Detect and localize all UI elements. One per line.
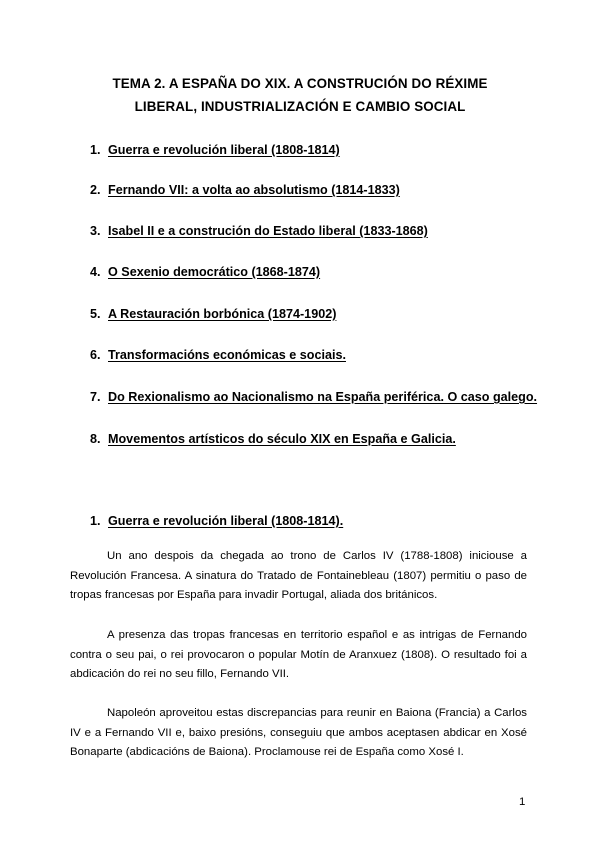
- section-heading-number: 1.: [90, 514, 101, 528]
- toc-item-7[interactable]: [90, 390, 537, 404]
- toc-item-link[interactable]: Movementos artísticos do século XIX en España e Galicia.: [108, 432, 456, 446]
- paragraph-text: A presenza das tropas francesas en territorio español e as intrigas de Fernando contra o seu pai, o rei provocaron o popular Motín de Aranxuez (1808). O resultado foi a abdicación do rei no seu fillo, Fernando VII.: [70, 629, 527, 680]
- toc-item-link[interactable]: Guerra e revolución liberal (1808-1814): [108, 143, 340, 157]
- paragraph-3: [70, 704, 527, 763]
- section-heading: [90, 514, 343, 528]
- toc-item-link[interactable]: Fernando VII: a volta ao absolutismo (1814-1833): [108, 183, 400, 197]
- paragraph-text: Un ano despois da chegada ao trono de Carlos IV (1788-1808) iniciouse a Revolución Francesa. A sinatura do Tratado de Fontainebleau (1807) permitiu o paso de tropas francesas por España para invadir Portugal, aliada dos británicos.: [70, 550, 527, 601]
- toc-item-number: 4.: [90, 265, 101, 279]
- toc-item-3[interactable]: [90, 224, 428, 238]
- section-heading-text: Guerra e revolución liberal (1808-1814).: [108, 514, 344, 528]
- toc-item-number: 6.: [90, 348, 101, 362]
- toc-item-link[interactable]: A Restauración borbónica (1874-1902): [108, 307, 337, 321]
- page-number: 1: [519, 796, 526, 808]
- toc-item-number: 2.: [90, 183, 101, 197]
- paragraph-text: Napoleón aproveitou estas discrepancias para reunir en Baiona (Francia) a Carlos IV e a Fernando VII e, baixo presións, conseguiu que ambos aceptasen abdicar en Xosé Bonaparte (abdicacións de Baiona). Proclamouse rei de España como Xosé I.: [70, 707, 527, 758]
- toc-item-link[interactable]: Transformacións económicas e sociais.: [108, 348, 346, 362]
- document-title-line-2: LIBERAL, INDUSTRIALIZACIÓN E CAMBIO SOCIAL: [134, 99, 466, 114]
- toc-item-link[interactable]: Isabel II e a construción do Estado liberal (1833-1868): [108, 224, 428, 238]
- toc-item-5[interactable]: [90, 307, 336, 321]
- toc-item-number: 1.: [90, 143, 101, 157]
- toc-item-number: 8.: [90, 432, 101, 446]
- toc-item-2[interactable]: [90, 183, 400, 197]
- toc-item-1[interactable]: [90, 143, 340, 157]
- toc-item-8[interactable]: [90, 432, 456, 446]
- toc-item-6[interactable]: [90, 348, 346, 362]
- paragraph-1: [70, 547, 527, 606]
- toc-item-4[interactable]: [90, 265, 320, 279]
- toc-item-number: 3.: [90, 224, 101, 238]
- toc-item-link[interactable]: O Sexenio democrático (1868-1874): [108, 265, 321, 279]
- paragraph-2: [70, 626, 527, 685]
- toc-item-link[interactable]: Do Rexionalismo ao Nacionalismo na España periférica. O caso galego.: [108, 390, 538, 404]
- toc-item-number: 7.: [90, 390, 101, 404]
- document-title-line-1: TEMA 2. A ESPAÑA DO XIX. A CONSTRUCIÓN DO RÉXIME: [112, 76, 488, 91]
- toc-item-number: 5.: [90, 307, 101, 321]
